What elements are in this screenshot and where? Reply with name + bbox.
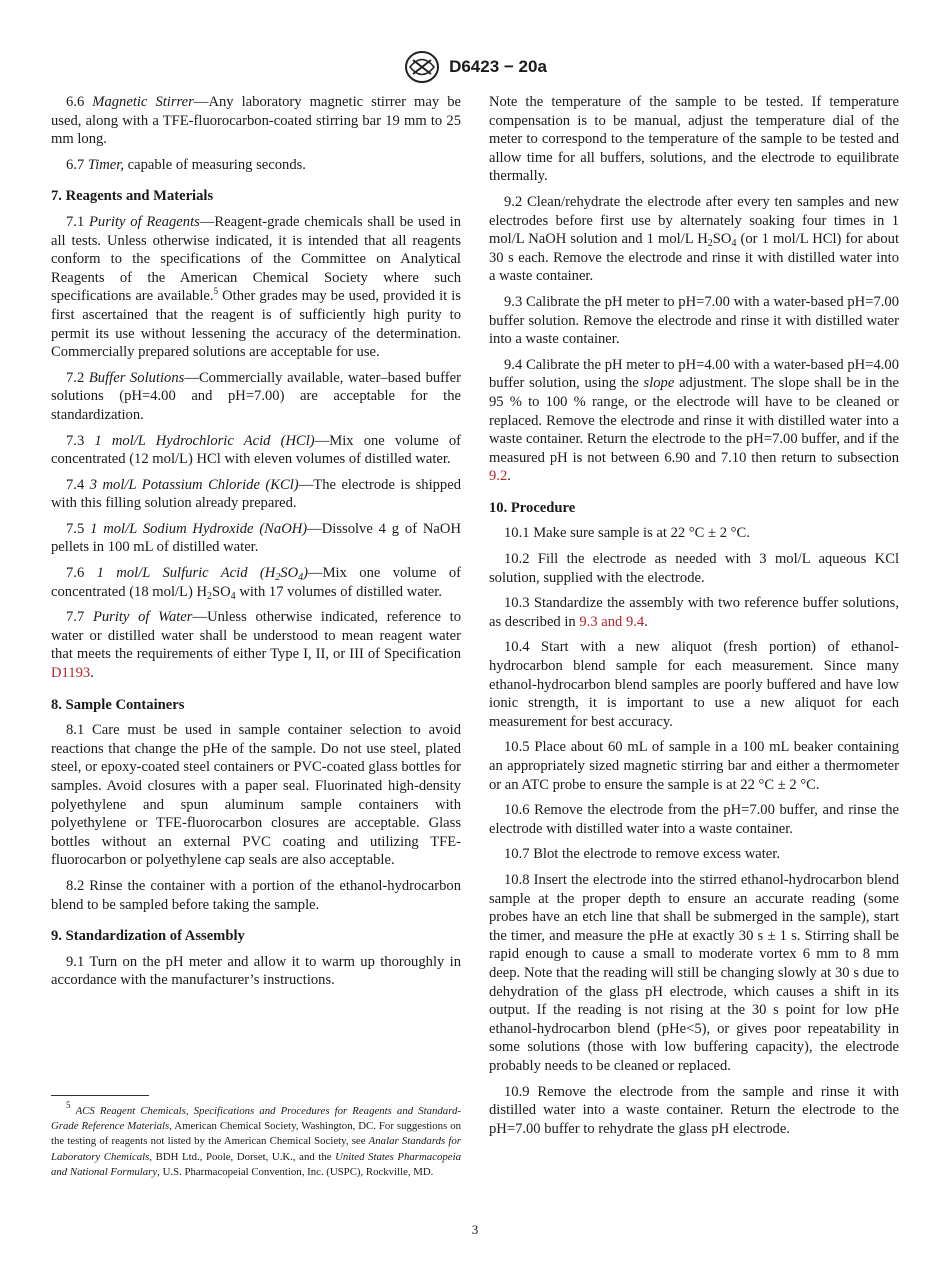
left-column [51, 93, 461, 997]
section-7-2: 7.2 Buffer Solutions—Commercially available, water–based buffer solutions (pH=4.00 and pH=7.00) are acceptable for the standardization. [51, 369, 461, 423]
section-10-1: 10.1 Make sure sample is at 22 °C ± 2 °C. [504, 525, 750, 542]
heading-standardization: 9. Standardization of Assembly [51, 928, 245, 945]
section-6-6: 6.6 Magnetic Stirrer—Any laboratory magnetic stirrer may be used, along with a TFE-fluorocarbon-coated stirring bar 19 mm to 25 mm long. [51, 94, 461, 148]
section-7-3: 7.3 1 mol/L Hydrochloric Acid (HCl)—Mix one volume of concentrated (12 mol/L) HCl with eleven volumes of distilled water. [51, 432, 461, 468]
section-8-1: 8.1 Care must be used in sample container selection to avoid reactions that change the pHe of the sample. Do not use steel, plated steel, or epoxy-coated steel containers or PVC-coated glass bottles for samples. Avoid closures with a paper seal. Fluorinated high-density polyethylene and spun aluminum sample containers with polyethylene or TFE-fluorocarbon closures are acceptable. Glass bottles without an external PVC coating and utilizing TFE-fluorocarbon or polyethylene cap seals are also acceptable. [51, 722, 461, 869]
section-10-4: 10.4 Start with a new aliquot (fresh portion) of ethanol-hydrocarbon blend sample for each measurement. Since many ethanol-hydrocarbon blend samples are poorly buffered and have low ionic strength, it is important to use a new aliquot for each measurement for best accuracy. [489, 639, 899, 730]
section-10-8: 10.8 Insert the electrode into the stirred ethanol-hydrocarbon blend sample at the proper depth to ensure an accurate reading (some probes have an etch line that shall be submerged in the sample), start the timer, and measure the pHe at exactly 30 s ± 1 s. Stirring shall be rapid enough to cause a small to moderate vortex 6 mm to 8 mm deep. Note that the reading will still be changing slowly at 30 s due to dehydration of the glass pH electrode, which causes a shift in its output. If the reading is not rising at the 30 s point for low pHe ethanol-hydrocarbon blend (pHe<5), or gives poor repeatability in some solutions (those with low buffering capacity), the electrode probably needs to be cleaned or replaced. [489, 871, 899, 1074]
footnote-rule [51, 1095, 149, 1096]
section-9-1-continued: Note the temperature of the sample to be tested. If temperature compensation is to be manual, adjust the temperature dial of the meter to correspond to the temperature of the sample to be tested and allow time for all buffers, solutions, and the electrode to equilibrate thermally. [489, 94, 899, 185]
heading-procedure: 10. Procedure [489, 499, 576, 516]
section-10-5: 10.5 Place about 60 mL of sample in a 100 mL beaker containing an appropriately sized magnetic stirring bar and either a thermometer or an ATC probe to ensure the sample is at 22 °C ± 2 °C. [489, 739, 899, 793]
right-column [489, 93, 899, 1145]
section-9-2: 9.2 Clean/rehydrate the electrode after every ten samples and new electrodes before first use by alternately soaking four times in 1 mol/L NaOH solution and 1 mol/L $H_2SO_4$ (or 1 mol/L HCl) for about 30 s each. Remove the electrode and rinse it with distilled water into a waste container. [489, 193, 899, 285]
footnote-5: $^5$ ACS Reagent Chemicals, Specifications and Procedures for Reagents and Standard-Grade Reference Materials, American Chemical Society, Washington, DC. For suggestions on the testing of reagents not listed by the American Chemical Society, see Analar Standards for Laboratory Chemicals, BDH Ltd., Poole, Dorset, U.K., and the United States Pharmacopeia and National Formulary, U.S. Pharmacopeial Convention, Inc. (USPC), Rockville, MD. [51, 1100, 462, 1178]
section-6-7: 6.7 Timer, capable of measuring seconds. [66, 156, 306, 173]
section-10-3: 10.3 Standardize the assembly with two reference buffer solutions, as described in 9.3 and 9.4. [489, 595, 899, 630]
section-10-2: 10.2 Fill the electrode as needed with 3 mol/L aqueous KCl solution, supplied with the electrode. [489, 551, 899, 586]
section-7-6: 7.6 1 mol/L Sulfuric Acid $(H_2SO_4)—Mix$ one volume of concentrated (18 mol/L) $H_2SO_4$ with 17 volumes of distilled water. [51, 565, 461, 602]
section-7-4: 7.4 3 mol/L Potassium Chloride (KCl)—The electrode is shipped with this filling solution already prepared. [51, 476, 461, 512]
section-10-9: 10.9 Remove the electrode from the sample and rinse it with distilled water into a waste container. Return the electrode to the pH=7.00 buffer to rehydrate the glass pH electrode. [489, 1083, 899, 1137]
section-9-4: 9.4 Calibrate the pH meter to pH=4.00 with a water-based pH=4.00 buffer solution, using the slope adjustment. The slope shall be in the 95 % to 100 % range, or the electrode will have to be cleaned or replaced. Remove the electrode and rinse it with distilled water into a waste container. Return the electrode to the pH=7.00 buffer, and if the measured pH is not between 6.90 and 7.10 then return to subsection 9.2. [489, 356, 899, 485]
section-9-1: 9.1 Turn on the pH meter and allow it to warm up thoroughly in accordance with the manufacturer’s instructions. [51, 953, 461, 989]
section-10-6: 10.6 Remove the electrode from the pH=7.00 buffer, and rinse the electrode with distilled water into a waste container. [489, 802, 899, 837]
link-9-3-and-9-4[interactable]: 9.3 and 9.4 [579, 613, 645, 630]
link-9-2[interactable]: 9.2 [489, 468, 508, 485]
section-10-7: 10.7 Blot the electrode to remove excess water. [504, 846, 780, 863]
section-7-5: 7.5 1 mol/L Sodium Hydroxide (NaOH)—Dissolve 4 g of NaOH pellets in 100 mL of distilled water. [51, 520, 461, 556]
section-8-2: 8.2 Rinse the container with a portion of the ethanol-hydrocarbon blend to be sampled before taking the sample. [51, 877, 461, 913]
heading-reagents: 7. Reagents and Materials [51, 188, 214, 205]
section-7-1: 7.1 Purity of Reagents—Reagent-grade chemicals shall be used in all tests. Unless otherwise indicated, it is intended that all reagents conform to the specifications of the Committee on Analytical Reagents of the American Chemical Society where such specifications are available.$^5$ Other grades may be used, provided it is first ascertained that the reagent is of sufficiently high purity to permit its use without lessening the accuracy of the determination. Commercially prepared solutions are acceptable for use. [51, 213, 461, 361]
page-header [0, 50, 950, 84]
astm-logo-icon [403, 50, 441, 84]
document-designation: D6423 − 20a [449, 57, 547, 76]
page-number: 3 [471, 1222, 479, 1237]
section-9-3: 9.3 Calibrate the pH meter to pH=7.00 with a water-based pH=7.00 buffer solution. Remove the electrode and rinse it with distilled water into a waste container. [489, 293, 899, 348]
section-7-7: 7.7 Purity of Water—Unless otherwise indicated, reference to water or distilled water shall be understood to mean reagent water that meets the requirements of either Type I, II, or III of Specification D1193. [51, 609, 462, 682]
link-d1193[interactable]: D1193 [51, 665, 91, 682]
heading-sample-containers: 8. Sample Containers [51, 696, 185, 713]
